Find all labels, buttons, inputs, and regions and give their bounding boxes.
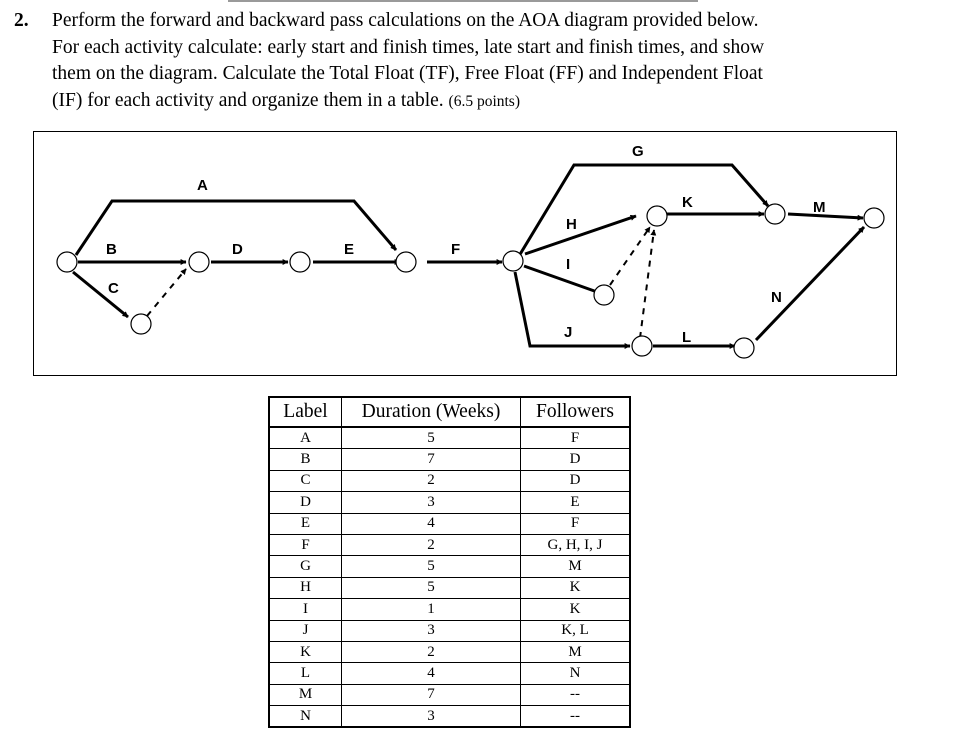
question-number: 2.	[14, 10, 29, 31]
dummy-c-d	[147, 269, 186, 316]
cell-label: J	[269, 620, 342, 641]
arrow-c	[73, 272, 128, 317]
cell-duration: 2	[342, 641, 521, 662]
activity-label-l: L	[682, 329, 692, 346]
event-node	[765, 204, 785, 224]
cell-followers: G, H, I, J	[521, 534, 631, 555]
cell-followers: N	[521, 663, 631, 684]
cell-duration: 2	[342, 470, 521, 491]
cell-followers: --	[521, 684, 631, 705]
event-node	[131, 314, 151, 334]
cell-followers: M	[521, 556, 631, 577]
cell-label: H	[269, 577, 342, 598]
activity-label-j: J	[564, 324, 573, 341]
table-row	[269, 513, 630, 534]
event-node	[734, 338, 754, 358]
question-line: them on the diagram. Calculate the Total Float (TF), Free Float (FF) and Independent Float	[52, 63, 763, 84]
table-row	[269, 599, 630, 620]
cell-duration: 3	[342, 706, 521, 728]
aoa-diagram	[33, 131, 897, 376]
table-row	[269, 449, 630, 470]
activity-label-m: M	[813, 199, 826, 216]
column-header-label: Label	[269, 397, 342, 427]
cell-duration: 4	[342, 663, 521, 684]
table-row	[269, 427, 630, 449]
table-row	[269, 641, 630, 662]
cell-followers: K, L	[521, 620, 631, 641]
activity-label-f: F	[451, 241, 461, 258]
activity-table	[268, 396, 631, 728]
event-node	[594, 285, 614, 305]
table-row	[269, 684, 630, 705]
cell-duration: 1	[342, 599, 521, 620]
event-node	[290, 252, 310, 272]
event-node	[632, 336, 652, 356]
cell-label: A	[269, 427, 342, 449]
cell-label: C	[269, 470, 342, 491]
cell-label: G	[269, 556, 342, 577]
dummy-j-k	[640, 230, 654, 338]
table-row	[269, 556, 630, 577]
question-line: (IF) for each activity and organize them in a table.	[52, 89, 444, 111]
event-node	[864, 208, 884, 228]
activity-label-n: N	[771, 289, 782, 306]
cell-label: N	[269, 706, 342, 728]
aoa-network-svg	[34, 132, 898, 377]
cell-duration: 7	[342, 684, 521, 705]
table-row	[269, 492, 630, 513]
cell-duration: 5	[342, 556, 521, 577]
activity-label-c: C	[108, 280, 119, 297]
arrow-h	[525, 216, 636, 254]
table-header-row	[269, 397, 630, 427]
activity-label-b: B	[106, 241, 117, 258]
table-row	[269, 620, 630, 641]
cell-label: K	[269, 641, 342, 662]
arrow-n	[756, 227, 864, 340]
cell-label: M	[269, 684, 342, 705]
arrow-m	[788, 214, 863, 218]
cell-followers: D	[521, 449, 631, 470]
question-line: Perform the forward and backward pass calculations on the AOA diagram provided below.	[52, 10, 759, 31]
cell-duration: 2	[342, 534, 521, 555]
column-header-followers: Followers	[521, 397, 631, 427]
cell-duration: 4	[342, 513, 521, 534]
table-row	[269, 663, 630, 684]
cell-followers: K	[521, 577, 631, 598]
cell-label: E	[269, 513, 342, 534]
cell-label: D	[269, 492, 342, 513]
activity-label-k: K	[682, 194, 693, 211]
table-row	[269, 470, 630, 491]
event-node	[503, 251, 523, 271]
question-text	[52, 8, 912, 115]
table-row	[269, 534, 630, 555]
question-line-last	[52, 88, 912, 116]
cell-followers: E	[521, 492, 631, 513]
activity-label-a: A	[197, 177, 208, 194]
cell-duration: 5	[342, 427, 521, 449]
event-node	[189, 252, 209, 272]
cell-duration: 3	[342, 492, 521, 513]
table-row	[269, 706, 630, 728]
event-node	[647, 206, 667, 226]
cell-followers: F	[521, 427, 631, 449]
question-line: For each activity calculate: early start and finish times, late start and finish times, and show	[52, 36, 765, 58]
cell-duration: 5	[342, 577, 521, 598]
cell-label: F	[269, 534, 342, 555]
cell-followers: D	[521, 470, 631, 491]
cell-label: I	[269, 599, 342, 620]
event-node	[396, 252, 416, 272]
arrow-i	[524, 266, 600, 293]
event-node	[57, 252, 77, 272]
cell-label: L	[269, 663, 342, 684]
dummy-i-k	[610, 227, 650, 285]
cell-duration: 3	[342, 620, 521, 641]
cell-followers: K	[521, 599, 631, 620]
cell-followers: F	[521, 513, 631, 534]
cell-label: B	[269, 449, 342, 470]
table-row	[269, 577, 630, 598]
points-note: (6.5 points)	[448, 92, 520, 110]
activity-label-d: D	[232, 241, 243, 258]
cell-followers: --	[521, 706, 631, 728]
activity-label-i: I	[566, 256, 571, 273]
top-rule	[228, 0, 698, 2]
activity-label-h: H	[566, 216, 577, 233]
activity-label-e: E	[344, 241, 355, 258]
cell-followers: M	[521, 641, 631, 662]
cell-duration: 7	[342, 449, 521, 470]
activity-label-g: G	[632, 143, 644, 160]
column-header-duration: Duration (Weeks)	[342, 397, 521, 427]
